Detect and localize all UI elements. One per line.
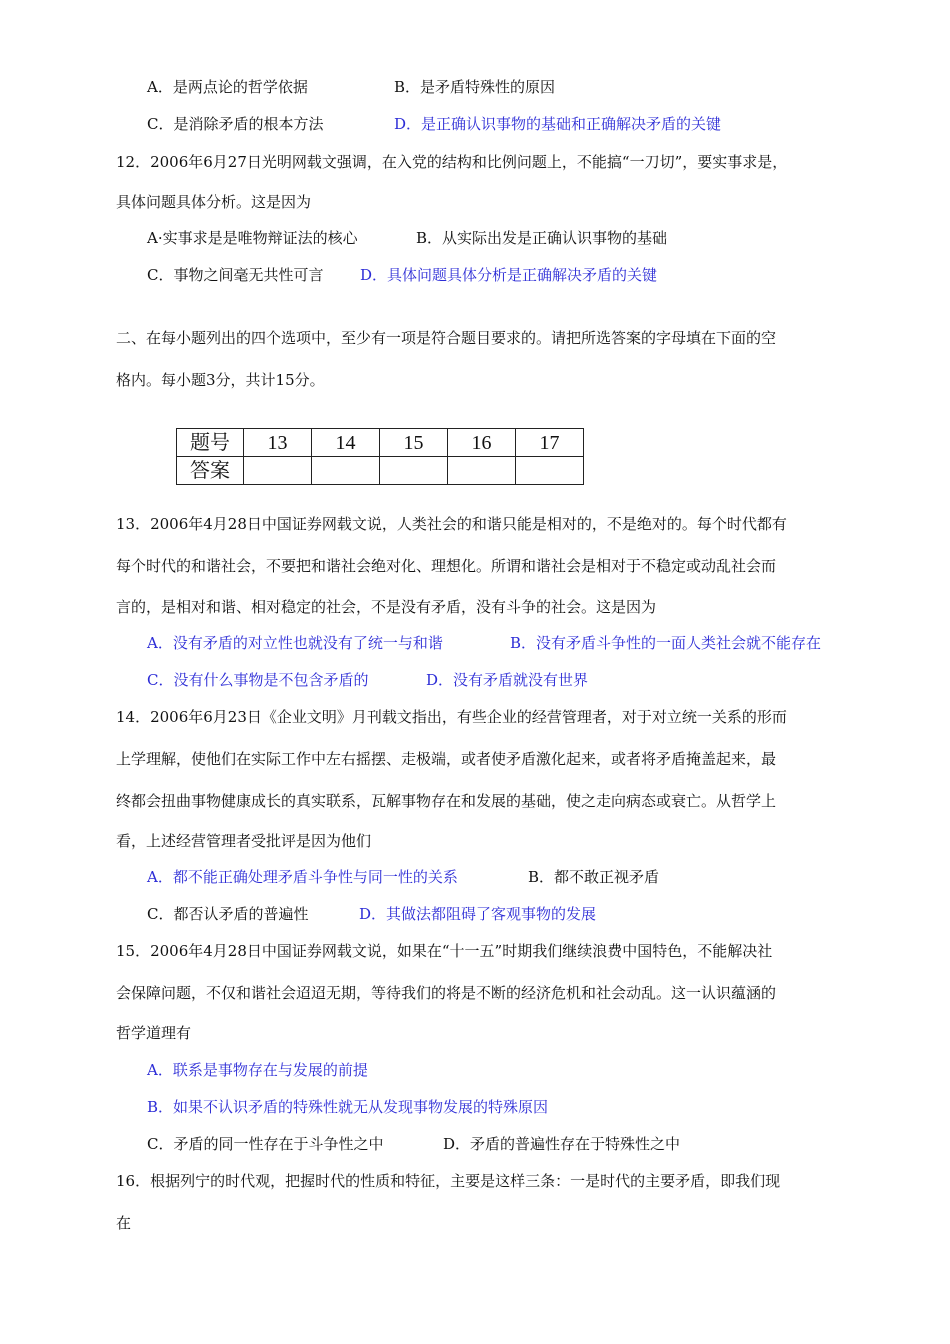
answer-cell-13[interactable] [244,457,312,485]
section2-instruction-line-1: 二、在每小题列出的四个选项中，至少有一项是符合题目要求的。请把所选答案的字母填在下面的空 [116,329,777,347]
q15-stem-line-3: 哲学道理有 [116,1024,192,1042]
q13-stem-line-3: 言的，是相对和谐、相对稳定的社会，不是没有矛盾，没有斗争的社会。这是因为 [116,598,657,616]
section2-instruction-line-2: 格内。每小题3分，共计15分。 [116,371,325,389]
table-number-16: 16 [448,429,516,457]
answer-table [176,428,584,485]
q11-option-b: B．是矛盾特殊性的原因 [394,78,556,96]
answer-cell-14[interactable] [312,457,380,485]
table-number-17: 17 [516,429,584,457]
q16-stem-line-2: 在 [116,1214,132,1232]
q15-stem-line-1: 15．2006年4月28日中国证券网载文说，如果在“十一五”时期我们继续浪费中国特色，不能解决社 [116,942,773,960]
q11-option-row-1 [147,77,308,97]
q12-option-d: D．具体问题具体分析是正确解决矛盾的关键 [360,266,658,284]
q14-stem-line-1: 14．2006年6月23日《企业文明》月刊载文指出，有些企业的经营管理者，对于对立统一关系的形而 [116,708,787,726]
q13-option-b: B．没有矛盾斗争性的一面人类社会就不能存在 [510,634,822,652]
answer-cell-16[interactable] [448,457,516,485]
table-number-13: 13 [244,429,312,457]
q14-option-b: B．都不敢正视矛盾 [528,868,660,886]
q13-stem-line-2: 每个时代的和谐社会，不要把和谐社会绝对化、理想化。所谓和谐社会是相对于不稳定或动乱社会而 [116,557,777,575]
q12-option-b: B．从实际出发是正确认识事物的基础 [416,229,668,247]
q12-stem-line-1: 12．2006年6月27日光明网载文强调，在入党的结构和比例问题上，不能搞“一刀切”，要实事求是， [116,153,788,171]
answer-table-header-row [177,429,584,457]
table-number-15: 15 [380,429,448,457]
q12-option-a: A·实事求是是唯物辩证法的核心 [147,229,358,247]
q15-stem-line-2: 会保障问题，不仅和谐社会迢迢无期，等待我们的将是不断的经济危机和社会动乱。这一认识蕴涵的 [116,984,777,1002]
q13-option-d: D．没有矛盾就没有世界 [426,671,589,689]
table-header-label: 题号 [177,429,244,457]
q11-option-c: C．是消除矛盾的根本方法 [147,115,324,133]
q15-option-a: A．联系是事物存在与发展的前提 [147,1061,368,1079]
q15-option-b: B．如果不认识矛盾的特殊性就无从发现事物发展的特殊原因 [147,1098,549,1116]
q14-stem-line-4: 看，上述经营管理者受批评是因为他们 [116,832,372,850]
q14-stem-line-2: 上学理解，使他们在实际工作中左右摇摆、走极端，或者使矛盾激化起来，或者将矛盾掩盖起来，最 [116,750,777,768]
answer-table-answer-row [177,457,584,485]
table-answer-label: 答案 [177,457,244,485]
q11-option-row-2b [394,114,721,134]
q12-option-c: C．事物之间毫无共性可言 [147,266,324,284]
q16-stem-line-1: 16．根据列宁的时代观，把握时代的性质和特征，主要是这样三条：一是时代的主要矛盾，即我们现 [116,1172,781,1190]
q14-option-c: C．都否认矛盾的普遍性 [147,905,309,923]
answer-cell-17[interactable] [516,457,584,485]
q13-option-a: A．没有矛盾的对立性也就没有了统一与和谐 [147,634,443,652]
q13-stem-line-1: 13．2006年4月28日中国证券网载文说，人类社会的和谐只能是相对的，不是绝对的。每个时代都有 [116,515,787,533]
q14-option-d: D．其做法都阻碍了客观事物的发展 [359,905,597,923]
answer-cell-15[interactable] [380,457,448,485]
table-number-14: 14 [312,429,380,457]
q12-stem-line-2: 具体问题具体分析。这是因为 [116,193,312,211]
q13-option-c: C．没有什么事物是不包含矛盾的 [147,671,369,689]
q11-option-a: A．是两点论的哲学依据 [147,78,308,96]
q14-option-a: A．都不能正确处理矛盾斗争性与同一性的关系 [147,868,458,886]
q11-option-d: D．是正确认识事物的基础和正确解决矛盾的关键 [394,115,722,133]
q11-option-row-2 [147,114,323,134]
q15-option-d: D．矛盾的普遍性存在于特殊性之中 [443,1135,681,1153]
q14-stem-line-3: 终都会扭曲事物健康成长的真实联系，瓦解事物存在和发展的基础，使之走向病态或衰亡。从哲学上 [116,792,777,810]
q11-option-row-1b [394,77,555,97]
q15-option-c: C．矛盾的同一性存在于斗争性之中 [147,1135,384,1153]
